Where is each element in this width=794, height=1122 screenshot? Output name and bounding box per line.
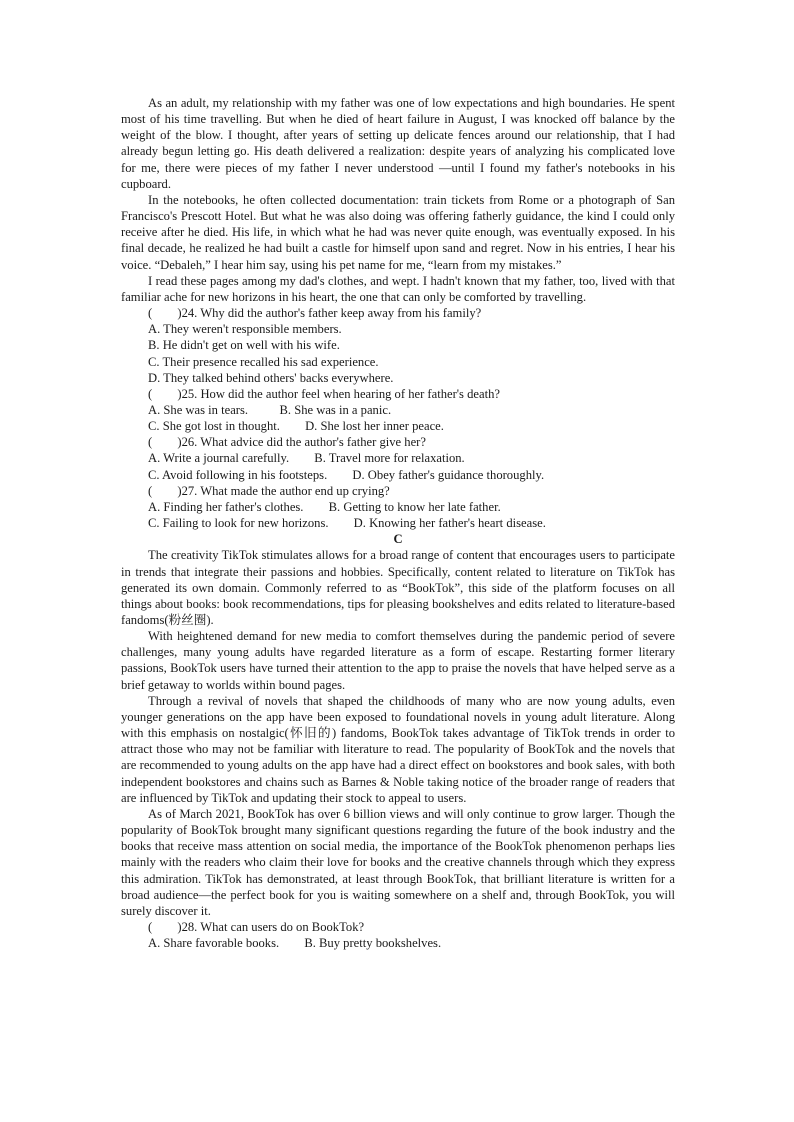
question-stem: ( )27. What made the author end up crying?: [148, 483, 390, 498]
question-28: [121, 919, 675, 951]
question-25: [121, 386, 675, 434]
section-heading: C: [393, 532, 403, 547]
question-27: [121, 483, 675, 531]
question-stem: ( )28. What can users do on BookTok?: [148, 919, 365, 934]
question-stem: ( )26. What advice did the author's father give her?: [148, 435, 426, 450]
passage-paragraph: In the notebooks, he often collected documentation: train tickets from Rome or a photograph of San Francisco's Prescott Hotel. But what he was also doing was offering fatherly guidance, the kind I could only receive after he died. His life, in which what he had was never quite enough, was eventually exposed. In his final decade, he realized he had built a castle for himself upon sand and regret. Now in his entries, I hear his voice. “Debaleh,” I hear him say, using his pet name for me, “learn from my mistakes.”: [121, 192, 675, 272]
passage-c: [121, 531, 675, 951]
passage-b: [121, 95, 675, 531]
passage-paragraph: As an adult, my relationship with my father was one of low expectations and high boundaries. He spent most of his time travelling. But when he died of heart failure in August, I was knocked off balance by the weight of the blow. I thought, after years of setting up delicate fences around our relationship, that I had already begun letting go. His death delivered a realization: despite years of analyzing his complicated love for me, there were pieces of my father I never understood —until I found my father's notebooks in his cupboard.: [121, 96, 675, 191]
question-stem: ( )25. How did the author feel when hearing of her father's death?: [148, 386, 500, 401]
option-line: C. She got lost in thought. D. She lost her inner peace.: [148, 419, 444, 434]
option-line: A. They weren't responsible members.: [148, 322, 342, 337]
option-line: A. Finding her father's clothes. B. Getting to know her late father.: [148, 499, 501, 514]
passage-paragraph: Through a revival of novels that shaped the childhoods of many who are now young adults, even younger generations on the app have been exposed to foundational novels in young adult literature. Along with this emphasis on nostalgic(怀旧的) fandoms, BookTok takes advantage of TikTok trends in order to attract those who may not be familiar with literature to read. The popularity of BookTok and the novels that are recommended to young adults on the app have had a direct effect on bookstores and book sales, with both independent bookstores and chains such as Barnes & Noble taking notice of the broader range of readers that are influenced by TikTok and updating their stock to appeal to users.: [121, 693, 675, 805]
option-line: A. Write a journal carefully. B. Travel more for relaxation.: [148, 451, 465, 466]
option-line: A. She was in tears. B. She was in a panic.: [148, 402, 392, 417]
passage-paragraph: With heightened demand for new media to comfort themselves during the pandemic period of severe challenges, many young adults have regarded literature as a form of escape. Restarting former literary passions, BookTok users have turned their attention to the app to praise the novels that have helped serve as a brief getaway to worlds within bound pages.: [121, 629, 675, 692]
option-line: C. Failing to look for new horizons. D. Knowing her father's heart disease.: [148, 516, 546, 531]
passage-paragraph: The creativity TikTok stimulates allows for a broad range of content that encourages users to participate in trends that integrate their passions and hobbies. Specifically, content related to literature on TikTok has generated its own domain. Commonly referred to as “BookTok”, this side of the platform focuses on all things about books: book recommendations, tips for pleasing bookshelves and edits related to literature-based fandoms(粉丝圈).: [121, 548, 675, 627]
document-page: [121, 95, 675, 951]
option-line: B. He didn't get on well with his wife.: [148, 338, 340, 353]
option-line: C. Their presence recalled his sad experience.: [148, 354, 379, 369]
passage-paragraph: As of March 2021, BookTok has over 6 billion views and will only continue to grow larger. Though the popularity of BookTok brought many significant questions regarding the future of the book industry and the books that receive mass attention on social media, the importance of the BookTok phenomenon perhaps lies mainly with the readers who claim their love for books and the creative channels through which they express this admiration. TikTok has demonstrated, at least through BookTok, that brilliant literature is written for a broad audience—the perfect book for you is waiting somewhere on a shelf and, through BookTok, you will surely discover it.: [121, 806, 675, 918]
option-line: A. Share favorable books. B. Buy pretty bookshelves.: [148, 936, 442, 951]
option-line: D. They talked behind others' backs everywhere.: [148, 370, 394, 385]
question-26: [121, 434, 675, 482]
passage-paragraph: I read these pages among my dad's clothes, and wept. I hadn't known that my father, too, lived with that familiar ache for new horizons in his heart, the one that can only be comforted by travelling.: [121, 273, 675, 304]
question-24: [121, 305, 675, 386]
option-line: C. Avoid following in his footsteps. D. Obey father's guidance thoroughly.: [148, 467, 545, 482]
question-stem: ( )24. Why did the author's father keep away from his family?: [148, 306, 482, 321]
